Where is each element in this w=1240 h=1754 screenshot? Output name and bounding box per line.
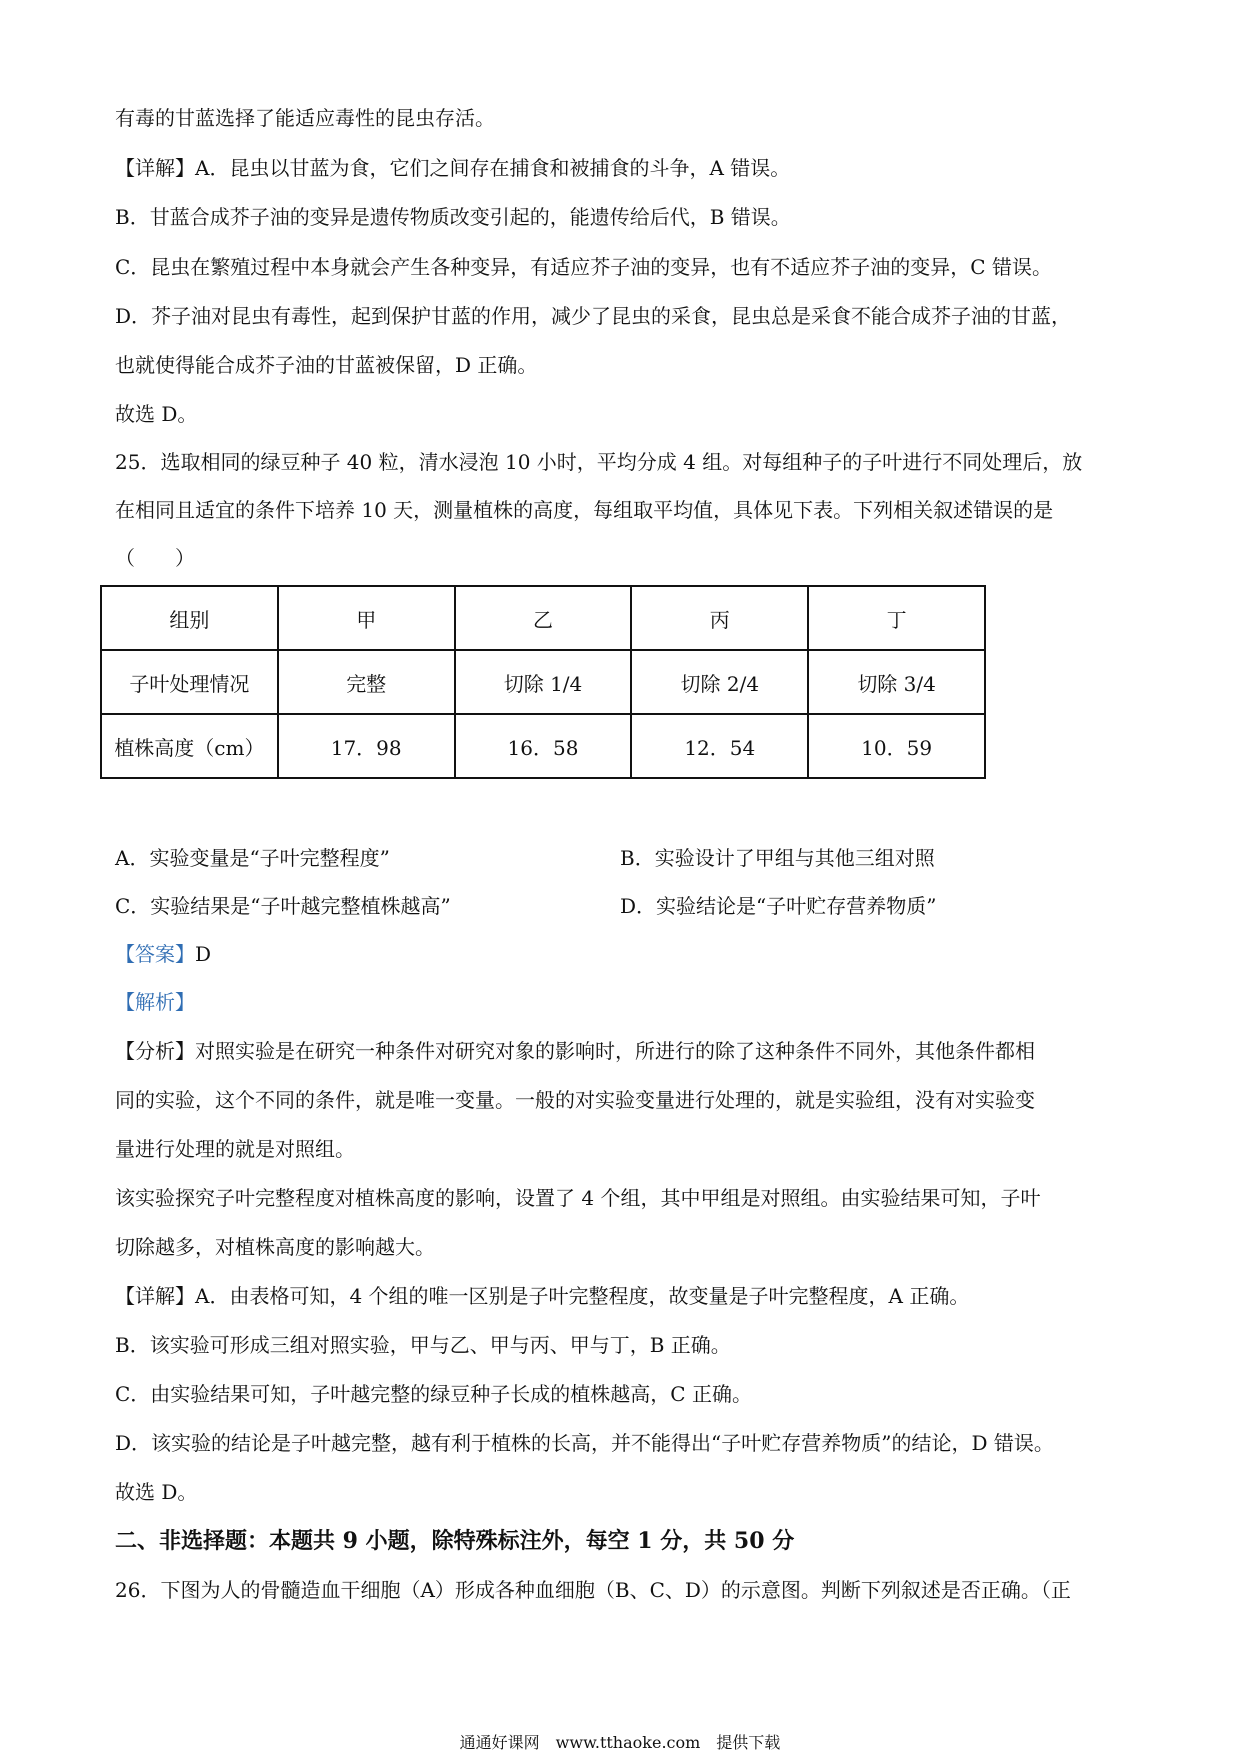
table-cell: 丙 <box>631 586 808 650</box>
table-cell: 16．58 <box>455 714 632 778</box>
answer-value: D <box>195 942 212 966</box>
text-line: 【详解】A．昆虫以甘蓝为食，它们之间存在捕食和被捕食的斗争，A 错误。 <box>115 156 791 180</box>
text-line: C．昆虫在繁殖过程中本身就会产生各种变异，有适应芥子油的变异，也有不适应芥子油的变异，C 错误。 <box>115 255 1052 279</box>
option-b: B．实验设计了甲组与其他三组对照 <box>620 846 935 870</box>
text-line: 量进行处理的就是对照组。 <box>115 1137 355 1161</box>
table-cell: 12．54 <box>631 714 808 778</box>
table-cell: 切除 1/4 <box>455 650 632 714</box>
option-d: D．实验结论是“子叶贮存营养物质” <box>620 894 937 918</box>
option-c: C．实验结果是“子叶越完整植株越高” <box>115 894 451 918</box>
table-cell: 丁 <box>808 586 985 650</box>
table-cell: 10．59 <box>808 714 985 778</box>
analysis-label: 【解析】 <box>115 990 195 1014</box>
section-heading: 二、非选择题：本题共 9 小题，除特殊标注外，每空 1 分，共 50 分 <box>115 1528 795 1554</box>
question-25-line: 25．选取相同的绿豆种子 40 粒，清水浸泡 10 小时，平均分成 4 组。对每组种子的子叶进行不同处理后，放 <box>115 450 1083 474</box>
table-row <box>101 650 985 714</box>
question-25-line: 在相同且适宜的条件下培养 10 天，测量植株的高度，每组取平均值，具体见下表。下列相关叙述错误的是 <box>115 498 1054 522</box>
text-line: B．甘蓝合成芥子油的变异是遗传物质改变引起的，能遗传给后代，B 错误。 <box>115 205 791 229</box>
table-cell: 乙 <box>455 586 632 650</box>
text-line: 【分析】对照实验是在研究一种条件对研究对象的影响时，所进行的除了这种条件不同外，其他条件都相 <box>115 1039 1035 1063</box>
text-line: B．该实验可形成三组对照实验，甲与乙、甲与丙、甲与丁，B 正确。 <box>115 1333 731 1357</box>
text-line: 切除越多，对植株高度的影响越大。 <box>115 1235 435 1259</box>
table-cell: 甲 <box>278 586 455 650</box>
text-line: 有毒的甘蓝选择了能适应毒性的昆虫存活。 <box>115 106 495 130</box>
table-cell: 切除 3/4 <box>808 650 985 714</box>
option-a: A．实验变量是“子叶完整程度” <box>115 846 390 870</box>
text-line: 故选 D。 <box>115 1480 198 1504</box>
table-cell: 切除 2/4 <box>631 650 808 714</box>
text-line: 同的实验，这个不同的条件，就是唯一变量。一般的对实验变量进行处理的，就是实验组，没有对实验变 <box>115 1088 1035 1112</box>
question-26-line: 26．下图为人的骨髓造血干细胞（A）形成各种血细胞（B、C、D）的示意图。判断下列叙述是否正确。（正 <box>115 1578 1071 1602</box>
table-cell: 组别 <box>101 586 278 650</box>
answer-bracket: （ ） <box>115 546 195 570</box>
text-line: 也就使得能合成芥子油的甘蓝被保留，D 正确。 <box>115 353 538 377</box>
text-line: 该实验探究子叶完整程度对植株高度的影响，设置了 4 个组，其中甲组是对照组。由实验结果可知，子叶 <box>115 1186 1041 1210</box>
table-cell: 17．98 <box>278 714 455 778</box>
experiment-table <box>100 585 986 779</box>
page-footer: 通通好课网 www.tthaoke.com 提供下载 <box>459 1733 781 1752</box>
answer-line <box>115 942 211 966</box>
text-line: D．该实验的结论是子叶越完整，越有利于植株的长高，并不能得出“子叶贮存营养物质”的结论，D 错误。 <box>115 1431 1054 1455</box>
text-line: D．芥子油对昆虫有毒性，起到保护甘蓝的作用，减少了昆虫的采食，昆虫总是采食不能合成芥子油的甘蓝， <box>115 304 1072 328</box>
table-row <box>101 586 985 650</box>
table-row <box>101 714 985 778</box>
table-cell: 子叶处理情况 <box>101 650 278 714</box>
text-line: C．由实验结果可知，子叶越完整的绿豆种子长成的植株越高，C 正确。 <box>115 1382 752 1406</box>
answer-label: 【答案】 <box>115 942 195 966</box>
table-cell: 完整 <box>278 650 455 714</box>
text-line: 【详解】A．由表格可知，4 个组的唯一区别是子叶完整程度，故变量是子叶完整程度，A 正确。 <box>115 1284 970 1308</box>
text-line: 故选 D。 <box>115 402 198 426</box>
table-cell: 植株高度（cm） <box>101 714 278 778</box>
